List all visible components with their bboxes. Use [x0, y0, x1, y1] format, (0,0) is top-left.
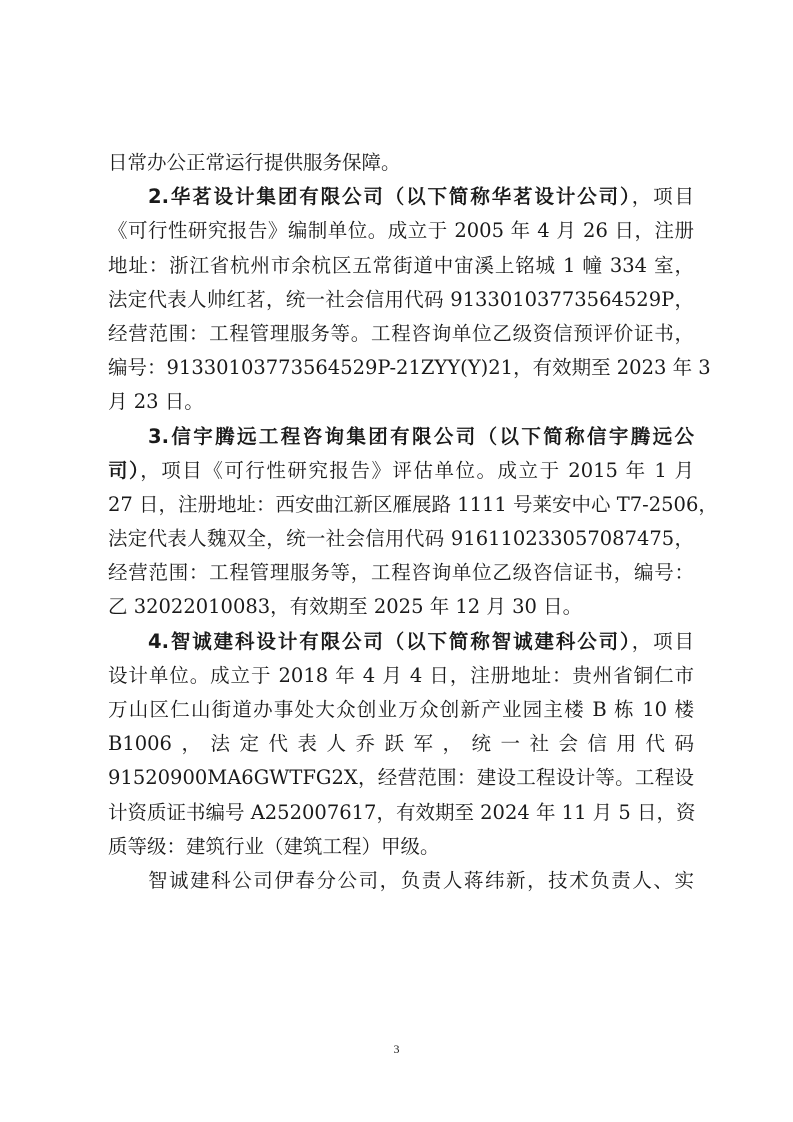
company-heading: 4.智诚建科设计有限公司（以下简称智诚建科公司）	[148, 629, 632, 653]
text-line: B1006，法定代表人乔跃军，统一社会信用代码	[108, 732, 694, 756]
text-line: 经营范围：工程管理服务等，工程咨询单位乙级咨信证书，编号：	[108, 561, 694, 585]
company-heading: 3.信宇腾远工程咨询集团有限公司（以下简称信宇腾远公	[148, 424, 694, 448]
company-heading: 司）	[108, 458, 141, 482]
text-fragment: ，项目	[631, 629, 694, 653]
text-line: 经营范围：工程管理服务等。工程咨询单位乙级资信预评价证书，	[108, 321, 694, 345]
company-heading: 2.华茗设计集团有限公司（以下简称华茗设计公司）	[148, 185, 632, 209]
text-line: 计资质证书编号 A252007617，有效期至 2024 年 11 月 5 日，资	[108, 800, 696, 824]
document-body	[108, 146, 718, 898]
text-line: 智诚建科公司伊春分公司，负责人蒋纬新，技术负责人、实	[148, 868, 694, 892]
text-line: 《可行性研究报告》编制单位。成立于 2005 年 4 月 26 日，注册	[108, 219, 694, 243]
page-number: 3	[393, 1042, 400, 1056]
paragraph-heading-line	[108, 454, 694, 488]
text-line: 法定代表人帅红茗，统一社会信用代码 91330103773564529P，	[108, 287, 694, 311]
text-line: 质等级：建筑行业（建筑工程）甲级。	[108, 834, 440, 858]
text-line: 万山区仁山街道办事处大众创业万众创新产业园主楼 B 栋 10 楼	[108, 698, 694, 721]
text-fragment: ，项目	[631, 185, 694, 209]
text-line: 设计单位。成立于 2018 年 4 月 4 日，注册地址：贵州省铜仁市	[108, 663, 694, 687]
text-fragment: ，项目《可行性研究报告》评估单位。成立于 2015 年 1 月	[140, 458, 694, 482]
text-line: 日常办公正常运行提供服务保障。	[108, 151, 401, 174]
text-line: 91520900MA6GWTFG2X，经营范围：建设工程设计等。工程设	[108, 766, 694, 790]
text-line: 编号：91330103773564529P-21ZYY(Y)21，有效期至 2023 年 3	[108, 356, 711, 380]
text-line: 乙 32022010083，有效期至 2025 年 12 月 30 日。	[108, 595, 583, 619]
paragraph-heading-line	[108, 180, 694, 214]
text-line: 法定代表人魏双全，统一社会信用代码 916110233057087475，	[108, 527, 695, 551]
text-line: 地址：浙江省杭州市余杭区五常街道中宙溪上铭城 1 幢 334 室，	[108, 253, 694, 277]
paragraph-heading-line	[108, 625, 694, 659]
text-line: 27 日，注册地址：西安曲江新区雁展路 1111 号莱安中心 T7-2506，	[108, 492, 718, 516]
text-line: 月 23 日。	[108, 390, 204, 414]
